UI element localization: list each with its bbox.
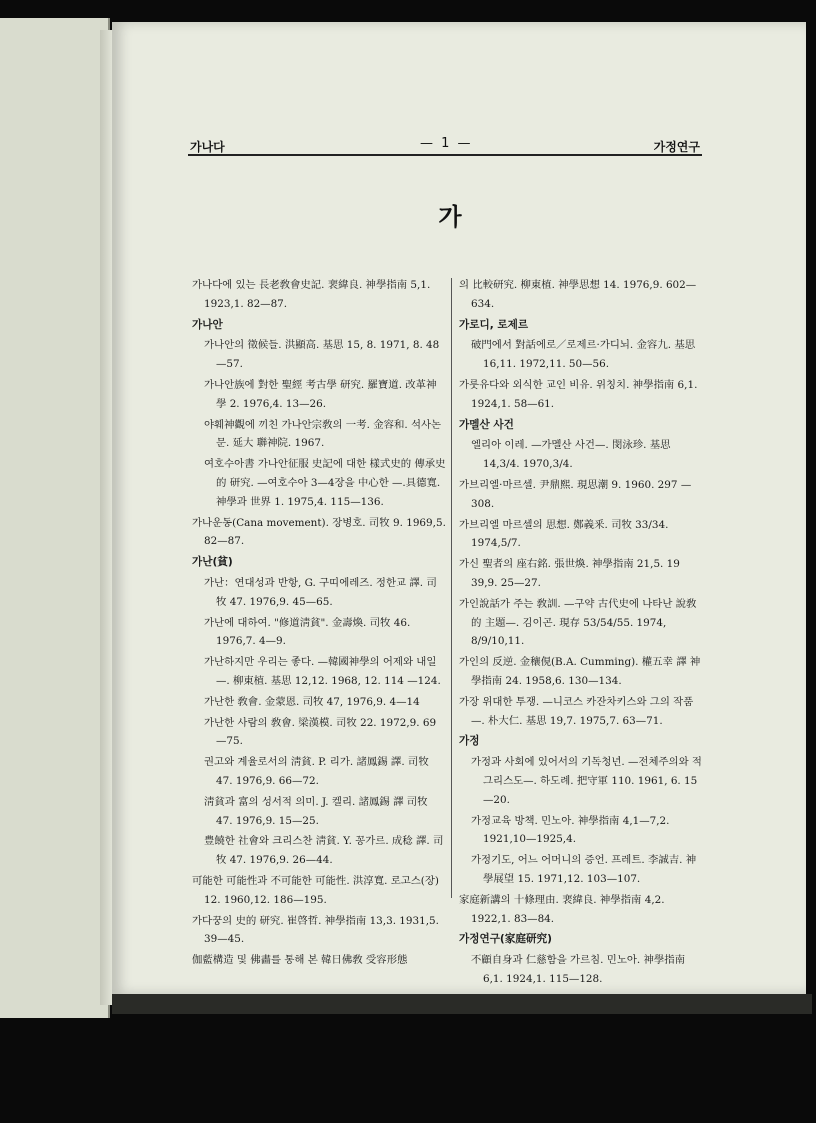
index-subentry: 가정과 사회에 있어서의 기독청년. —전체주의와 적그리스도—. 하도례. 把守軍 110. 1961, 6. 15—20.	[471, 756, 702, 806]
index-entry: 가신 聖者의 座右銘. 張世煥. 神學指南 21,5. 19 39,9. 25—27.	[459, 558, 680, 589]
index-entry: 가룻유다와 외식한 교인 비유. 위칭치. 神學指南 6,1. 1924,1. 58—61.	[459, 378, 698, 410]
index-entry: 가인說話가 주는 敎訓. —구약 古代史에 나타난 說敎的 主題—. 김이곤. 現存 53/54/55. 1974, 8/9/10,11.	[459, 597, 697, 648]
index-heading: 가정연구(家庭研究)	[459, 933, 552, 946]
index-subentry: 가난에 대하여. "修道淸貧". 金壽煥. 司牧 46. 1976,7. 4—9.	[204, 616, 411, 648]
index-subentry: 가정기도, 어느 어머니의 증언. 프레트. 李誠吉. 神學展望 15. 1971,12. 103—107.	[471, 854, 697, 885]
index-subentry: 여호수아書 가나안征服 史記에 대한 樣式史的 傳承史的 研究. —여호수아 3—4장을 中心한 —.具德寬. 神學과 世界 1. 1975,4. 115—136.	[204, 458, 446, 508]
index-subentry: 가난하지만 우리는 좋다. —韓國神學의 어제와 내일—. 柳東植. 基思 12,12. 1968, 12. 114 —124.	[204, 656, 441, 687]
index-subentry: 豊饒한 社會와 크리스찬 淸貧. Y. 꽁가르. 成稔 譯. 司牧 47. 1976,9. 26—44.	[204, 835, 444, 867]
index-entry: 가나다에 있는 長老敎會史記. 裵緯良. 神學指南 5,1. 1923,1. 82—87.	[192, 279, 431, 310]
index-subentry: 가정교육 방책. 민노아. 神學指南 4,1—7,2. 1921,10—1925,4.	[471, 814, 670, 846]
index-heading: 가정	[459, 735, 480, 748]
index-entry: 家庭新講의 十條理由. 裵緯良. 神學指南 4,2. 1922,1. 83—84.	[459, 893, 665, 925]
index-subentry: 不顧自身과 仁慈함을 가르침. 민노아. 神學指南 6,1. 1924,1. 115—128.	[471, 954, 686, 985]
page-shadow	[112, 994, 812, 1014]
right-column	[459, 276, 705, 991]
index-entry: 가나운동(Cana movement). 장병호. 司牧 9. 1969,5. 82—87.	[192, 516, 446, 548]
index-entry: 의 比較研究. 柳東植. 神學思想 14. 1976,9. 602—634.	[459, 279, 697, 310]
index-entry: 가장 위대한 투쟁. —니코스 카잔차키스와 그의 작품—. 朴大仁. 基思 19,7. 1975,7. 63—71.	[459, 695, 694, 727]
column-divider	[451, 278, 452, 898]
index-subentry: 破門에서 對話에로／로제르·가디뇌. 金容九. 基思 16,11. 1972,11. 50—56.	[471, 339, 696, 371]
page-header	[190, 132, 700, 156]
index-subentry: 가나안族에 對한 聖經 考古學 研究. 羅寶道. 改革神學 2. 1976,4. 13—26.	[204, 378, 437, 410]
index-subentry: 가난：연대성과 반항, G. 구띠에레즈. 정한교 譯. 司牧 47. 1976,9. 45—65.	[204, 576, 437, 608]
index-subentry: 淸貧과 富의 성서적 의미. J. 켈리. 諸鳳錫 譯 司牧 47. 1976,9. 15—25.	[204, 795, 428, 827]
index-heading: 가나안	[192, 318, 223, 331]
index-subentry: 권고와 계율로서의 淸貧. P. 리가. 諸鳳錫 譯. 司牧 47. 1976,9. 66—72.	[204, 756, 429, 787]
index-entry: 가다꿍의 史的 研究. 崔啓哲. 神學指南 13,3. 1931,5. 39—45.	[192, 914, 439, 946]
index-subentry: 엘리아 이레. —가멜산 사건—. 閔泳珍. 基思 14,3/4. 1970,3/4.	[471, 439, 671, 471]
left-column	[192, 276, 446, 972]
index-heading: 가멜산 사건	[459, 418, 514, 431]
index-entry: 伽藍構造 및 佛畵를 통해 본 韓日佛敎 受容形態	[192, 954, 408, 967]
index-entry: 가인의 反逆. 金穰俔(B.A. Cumming). 權五幸 譯 神學指南 24. 1958,6. 130—134.	[459, 656, 701, 687]
index-entry: 가브리엘 마르셀의 思想. 鄭義釆. 司牧 33/34. 1974,5/7.	[459, 518, 669, 550]
index-entry: 可能한 可能性과 不可能한 可能性. 洪淳寬. 로고스(장) 12. 1960,12. 186—195.	[192, 874, 439, 906]
page-number: — 1 —	[420, 136, 473, 151]
index-subentry: 야훼神觀에 끼친 가나안宗敎의 一考. 金容和. 석사논문. 延大 聯神院. 1967.	[204, 418, 442, 450]
header-rule	[188, 154, 702, 156]
index-subentry: 가난한 사람의 敎會. 梁漢模. 司牧 22. 1972,9. 69—75.	[204, 716, 437, 748]
header-right-keyword: 가정연구	[653, 140, 700, 154]
index-entry: 가브리엘·마르셀. 尹鼎熙. 現思潮 9. 1960. 297 —308.	[459, 478, 692, 510]
index-subentry: 가난한 敎會. 金蒙恩. 司牧 47, 1976,9. 4—14	[204, 695, 420, 708]
header-left-keyword: 가나다	[190, 140, 225, 154]
facing-page	[0, 18, 110, 1018]
index-subentry: 가나안의 徵候들. 洪顯高. 基思 15, 8. 1971, 8. 48—57.	[204, 339, 440, 371]
index-heading: 가로디, 로제르	[459, 318, 529, 331]
index-heading: 가난(貧)	[192, 556, 233, 569]
section-letter: 가	[438, 203, 462, 231]
